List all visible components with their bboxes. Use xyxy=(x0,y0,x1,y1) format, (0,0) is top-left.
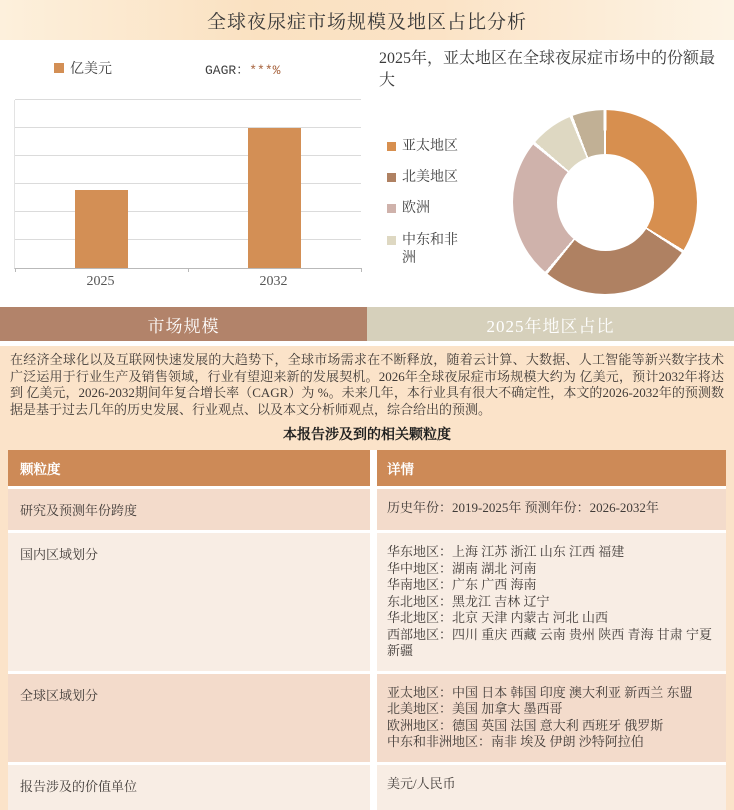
table-header-row xyxy=(8,450,726,486)
pie-legend-swatch-icon xyxy=(387,204,396,213)
pie-legend-swatch-icon xyxy=(387,142,396,151)
detail-line: 华东地区：上海 江苏 浙江 山东 江西 福建 xyxy=(387,544,625,559)
detail-cell xyxy=(377,489,726,530)
table-row xyxy=(8,533,726,671)
gridline xyxy=(15,155,361,156)
pie-legend-swatch-icon xyxy=(387,173,396,182)
pie-legend xyxy=(387,138,464,281)
pie-legend-label: 欧洲 xyxy=(402,201,430,217)
bar-legend-swatch-icon xyxy=(54,63,64,73)
detail-line: 欧洲地区：德国 英国 法国 意大利 西班牙 俄罗斯 xyxy=(387,717,664,733)
bar-2025 xyxy=(75,190,128,268)
pie-legend-swatch-icon xyxy=(387,236,396,245)
header-granularity: 颗粒度 xyxy=(8,450,370,486)
cagr-label: GAGR： xyxy=(205,63,250,78)
tab-region-share[interactable]: 2025年地区占比 xyxy=(367,307,734,341)
detail-cell xyxy=(377,674,726,762)
market-overview-paragraph: 在经济全球化以及互联网快速发展的大趋势下，全球市场需求在不断释放，随着云计算、大数据、人工智能等新兴数字技术广泛运用于行业生产及销售领域，行业有望迎来新的发展契机。2026年全球夜尿症市场规模大约为 亿美元，预计2032年将达到 亿美元，2026-2032期间年复合增长率（CAGR）为 %。未来几年，本行业具有很大不确定性，本文的2026-2032年的预测数据是基于过去几年的历史发展、行业观点、以及本文分析师观点，综合给出的预测。 xyxy=(10,352,724,417)
gridline xyxy=(15,127,361,128)
detail-line: 亚太地区：中国 日本 韩国 印度 澳大利亚 新西兰 东盟 xyxy=(387,684,693,700)
bar-category-axis xyxy=(14,274,360,294)
pie-legend-label: 中东和非洲 xyxy=(402,232,458,266)
bar-chart-legend xyxy=(54,58,112,78)
category-label: 2032 xyxy=(259,274,288,289)
detail-line: 华中地区：湖南 湖北 河南 xyxy=(387,560,537,576)
detail-line: 华南地区：广东 广西 海南 xyxy=(387,577,537,592)
axis-tick xyxy=(361,268,362,272)
granularity-cell: 报告涉及的价值单位 xyxy=(8,765,370,810)
detail-cell xyxy=(377,533,726,671)
detail-cell xyxy=(377,765,726,810)
table-row xyxy=(8,674,726,762)
table-row xyxy=(8,765,726,810)
gridline xyxy=(15,211,361,212)
pie-legend-item xyxy=(387,169,464,187)
detail-line: 中东和非洲地区：南非 埃及 伊朗 沙特阿拉伯 xyxy=(387,734,644,749)
detail-line: 北美地区：美国 加拿大 墨西哥 xyxy=(387,701,563,716)
tab-market-size[interactable]: 市场规模 xyxy=(0,307,367,341)
detail-line: 西部地区：四川 重庆 西藏 云南 贵州 陕西 青海 甘肃 宁夏 新疆 xyxy=(387,626,713,658)
granularity-cell: 研究及预测年份跨度 xyxy=(8,489,370,530)
bar-legend-label: 亿美元 xyxy=(70,62,112,77)
cagr-masked-value: ***% xyxy=(249,63,281,78)
pie-legend-label: 亚太地区 xyxy=(402,139,458,154)
detail-line: 历史年份：2019-2025年 预测年份：2026-2032年 xyxy=(387,500,659,515)
gridline xyxy=(15,183,361,184)
section-tabs xyxy=(0,307,734,341)
pie-legend-label: 北美地区 xyxy=(402,170,458,186)
axis-tick xyxy=(15,268,16,272)
table-title: 本报告涉及到的相关颗粒度 xyxy=(283,426,451,442)
detail-line: 美元/人民币 xyxy=(387,775,456,791)
gridline xyxy=(15,99,361,100)
page-title: 全球夜尿症市场规模及地区占比分析 xyxy=(206,11,527,33)
bar-plot xyxy=(14,100,361,269)
bar-2032 xyxy=(248,128,301,268)
header-detail: 详情 xyxy=(377,450,726,486)
axis-tick xyxy=(188,268,189,272)
gridline xyxy=(15,239,361,240)
detail-line: 华北地区：北京 天津 内蒙古 河北 山西 xyxy=(387,610,609,625)
cagr-annotation xyxy=(205,59,280,78)
donut-chart xyxy=(513,110,697,294)
charts-section xyxy=(0,40,734,305)
report-content xyxy=(0,346,734,810)
granularity-table xyxy=(8,450,726,810)
pie-legend-item xyxy=(387,232,464,268)
table-row xyxy=(8,489,726,530)
pie-chart-title: 2025年，亚太地区在全球夜尿症市场中的份额最大 xyxy=(379,50,716,90)
pie-legend-item xyxy=(387,138,464,156)
detail-line: 东北地区：黑龙江 吉林 辽宁 xyxy=(387,593,550,609)
category-label: 2025 xyxy=(86,274,115,289)
granularity-cell: 国内区域划分 xyxy=(8,533,370,671)
granularity-cell: 全球区域划分 xyxy=(8,674,370,762)
bar-chart-panel xyxy=(0,40,370,305)
title-banner xyxy=(0,0,734,40)
pie-chart-panel xyxy=(375,40,734,305)
pie-legend-item xyxy=(387,200,464,218)
